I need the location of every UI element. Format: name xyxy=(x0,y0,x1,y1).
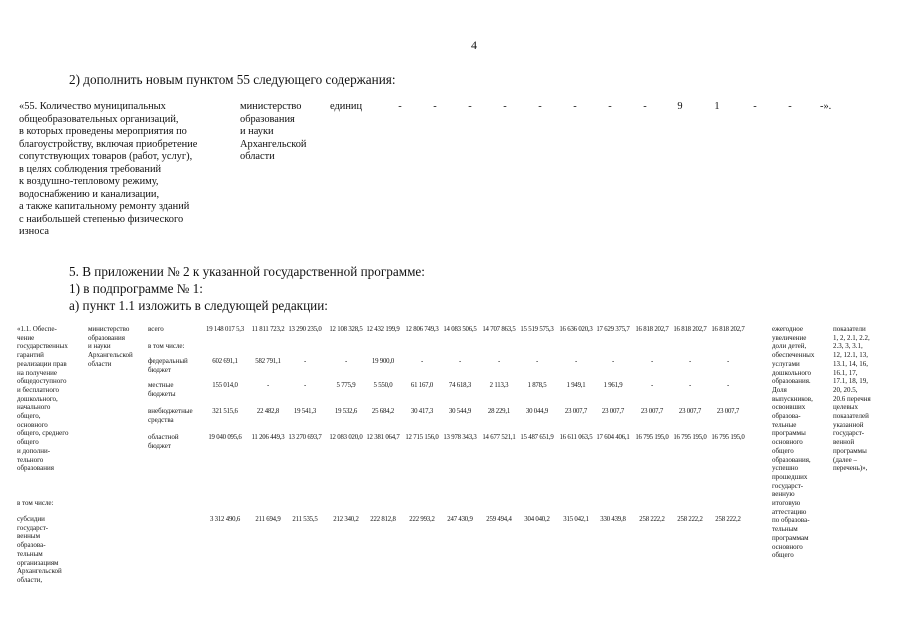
table-cell: 315 042,1 xyxy=(563,516,589,523)
table-cell: - xyxy=(688,382,692,389)
table-cell: 16 795 195,0 xyxy=(711,434,745,441)
row55-value: 1 xyxy=(714,101,720,112)
table-cell: - xyxy=(266,382,270,389)
table-cell: 30 544,9 xyxy=(448,408,472,415)
table-cell: 258 222,2 xyxy=(715,516,741,523)
table-cell: 23 007,7 xyxy=(601,408,625,415)
table-cell: 5 550,0 xyxy=(373,382,393,389)
table-cell: 11 811 723,2 xyxy=(251,326,285,333)
table-cell: 19 040 095,6 xyxy=(208,434,242,441)
table-cell: 155 014,0 xyxy=(212,382,238,389)
table-cell: 222 993,2 xyxy=(409,516,435,523)
table-cell: 28 229,1 xyxy=(487,408,511,415)
table-cell: 582 791,1 xyxy=(255,358,281,365)
source-label: областной бюджет xyxy=(148,433,179,450)
table-cell: 3 312 490,6 xyxy=(209,516,241,523)
row55-value: - xyxy=(573,101,577,112)
table-cell: 17 629 375,7 xyxy=(596,326,630,333)
row55-value: - xyxy=(433,101,437,112)
table-cell: 330 439,8 xyxy=(600,516,626,523)
table-cell: - xyxy=(497,358,501,365)
table-cell: 25 684,2 xyxy=(371,408,395,415)
table-cell: 12 381 064,7 xyxy=(366,434,400,441)
table-cell: 23 007,7 xyxy=(678,408,702,415)
table-cell: 16 795 195,0 xyxy=(635,434,669,441)
row55-value: - xyxy=(608,101,612,112)
table-activity-incl: в том числе: xyxy=(17,499,54,507)
item-2-heading: 2) дополнить новым пунктом 55 следующего содержания: xyxy=(69,72,396,87)
table-cell: 1 961,9 xyxy=(603,382,623,389)
table-cell: 61 167,0 xyxy=(410,382,434,389)
page-number: 4 xyxy=(471,38,477,52)
source-label: федеральный бюджет xyxy=(148,357,188,374)
table-cell: 15 519 575,3 xyxy=(520,326,554,333)
table-cell: 13 978 343,3 xyxy=(443,434,477,441)
table-cell: - xyxy=(303,358,307,365)
table-cell: 17 604 406,1 xyxy=(596,434,630,441)
row55-value: - xyxy=(788,101,792,112)
table-cell: 16 818 202,7 xyxy=(711,326,745,333)
table-ministry: министерство образования и науки Архангельской области xyxy=(88,325,133,368)
table-cell: - xyxy=(688,358,692,365)
table-cell: 23 007,7 xyxy=(640,408,664,415)
table-cell: 11 206 449,3 xyxy=(251,434,285,441)
row55-value: - xyxy=(398,101,402,112)
row55-unit: единиц xyxy=(330,101,363,112)
row55-ministry: министерство образования и науки Архангельской области xyxy=(240,101,307,162)
table-cell: 13 270 693,7 xyxy=(288,434,322,441)
table-result: ежегодное увеличение доли детей, обеспеченных услугами дошкольного образования. Доля выпускников, освоивших образова- тельные программы основного общего образования, успешно прошедших государст- венную итоговую аттестацию по образова- тельным программам основного общего xyxy=(772,325,815,560)
table-cell: 12 108 328,5 xyxy=(329,326,363,333)
table-cell: 304 040,2 xyxy=(524,516,550,523)
table-cell: 16 795 195,0 xyxy=(673,434,707,441)
table-cell: 14 083 506,5 xyxy=(443,326,477,333)
table-cell: 16 611 063,5 xyxy=(559,434,593,441)
table-cell: 19 541,3 xyxy=(293,408,317,415)
table-cell: 12 083 020,0 xyxy=(329,434,363,441)
table-cell: 259 494,4 xyxy=(486,516,512,523)
table-cell: 247 430,9 xyxy=(447,516,473,523)
table-cell: 74 618,3 xyxy=(448,382,472,389)
table-cell: 5 775,9 xyxy=(336,382,356,389)
source-label: местные бюджеты xyxy=(148,381,176,398)
table-cell: 1 949,1 xyxy=(566,382,586,389)
table-cell: 211 535,5 xyxy=(292,516,318,523)
table-cell: - xyxy=(611,358,615,365)
table-cell: 19 532,6 xyxy=(334,408,358,415)
table-cell: - xyxy=(650,382,654,389)
table-cell: 15 487 651,9 xyxy=(520,434,554,441)
table-cell: 30 417,3 xyxy=(410,408,434,415)
table-cell: 16 818 202,7 xyxy=(635,326,669,333)
table-cell: 19 900,0 xyxy=(371,358,395,365)
table-cell: 222 812,8 xyxy=(370,516,396,523)
table-cell: 16 636 020,3 xyxy=(559,326,593,333)
source-label: в том числе: xyxy=(148,342,185,350)
table-cell: 23 007,7 xyxy=(564,408,588,415)
table-cell: 14 677 521,1 xyxy=(482,434,516,441)
table-cell: 1 878,5 xyxy=(527,382,547,389)
table-cell: - xyxy=(726,358,730,365)
item-5-1-heading: 1) в подпрограмме № 1: xyxy=(69,281,203,296)
table-cell: 602 691,1 xyxy=(212,358,238,365)
table-cell: - xyxy=(535,358,539,365)
table-cell: - xyxy=(726,382,730,389)
table-cell: 16 818 202,7 xyxy=(673,326,707,333)
table-cell: 321 515,6 xyxy=(212,408,238,415)
row55-value: - xyxy=(643,101,647,112)
table-cell: - xyxy=(650,358,654,365)
table-cell: 30 044,9 xyxy=(525,408,549,415)
table-activity: «1.1. Обеспе- чение государственных гарантий реализации прав на получение общедоступного и бесплатного дошкольного, начального общего, основного общего, среднего общего и дополни- тельного образования xyxy=(17,325,69,473)
table-cell: 23 007,7 xyxy=(716,408,740,415)
table-cell: 12 432 199,9 xyxy=(366,326,400,333)
table-indicators: показатели 1, 2, 2.1, 2.2, 2.3, 3, 3.1, 12, 12.1, 13, 13.1, 14, 16, 16.1, 17, 17.1, 18, 19, 20, 20.5, 20.6 перечня целевых показателей указанной государст- венной программы (далее – перечень)», xyxy=(833,325,871,473)
item-5-a-heading: а) пункт 1.1 изложить в следующей редакции: xyxy=(69,298,328,313)
table-cell: - xyxy=(344,358,348,365)
table-cell: 12 806 749,3 xyxy=(405,326,439,333)
table-cell: 13 290 235,0 xyxy=(288,326,322,333)
table-cell: - xyxy=(458,358,462,365)
source-label: всего xyxy=(148,325,164,333)
table-cell: 19 148 017 5,3 xyxy=(206,326,244,333)
table-activity-sub: субсидии государст- венным образова- тельным организациям Архангельской области, xyxy=(17,515,62,584)
table-cell: 22 482,8 xyxy=(256,408,280,415)
table-cell: 212 340,2 xyxy=(333,516,359,523)
table-cell: - xyxy=(574,358,578,365)
row55-value: - xyxy=(503,101,507,112)
row55-value: - xyxy=(468,101,472,112)
row55-value: 9 xyxy=(677,101,683,112)
table-cell: 14 707 863,5 xyxy=(482,326,516,333)
table-cell: 211 694,9 xyxy=(255,516,281,523)
table-cell: 12 715 156,0 xyxy=(405,434,439,441)
row55-value: -». xyxy=(820,101,832,112)
row55-value: - xyxy=(538,101,542,112)
table-cell: - xyxy=(303,382,307,389)
table-cell: - xyxy=(420,358,424,365)
item-5-heading: 5. В приложении № 2 к указанной государственной программе: xyxy=(69,264,425,279)
row55-name: «55. Количество муниципальных общеобразовательных организаций, в которых проведены мероприятия по благоустройству, включая приобретение сопутствующих товаров (работ, услуг), в целях соблюдения требований к воздушно-тепловому режиму, водоснабжению и канализации, а также капитальному ремонту зданий с наибольшей степенью физического износа xyxy=(19,101,198,237)
table-cell: 2 113,3 xyxy=(489,382,509,389)
table-cell: 258 222,2 xyxy=(677,516,703,523)
source-label: внебюджетные средства xyxy=(148,407,193,424)
row55-value: - xyxy=(753,101,757,112)
table-cell: 258 222,2 xyxy=(639,516,665,523)
